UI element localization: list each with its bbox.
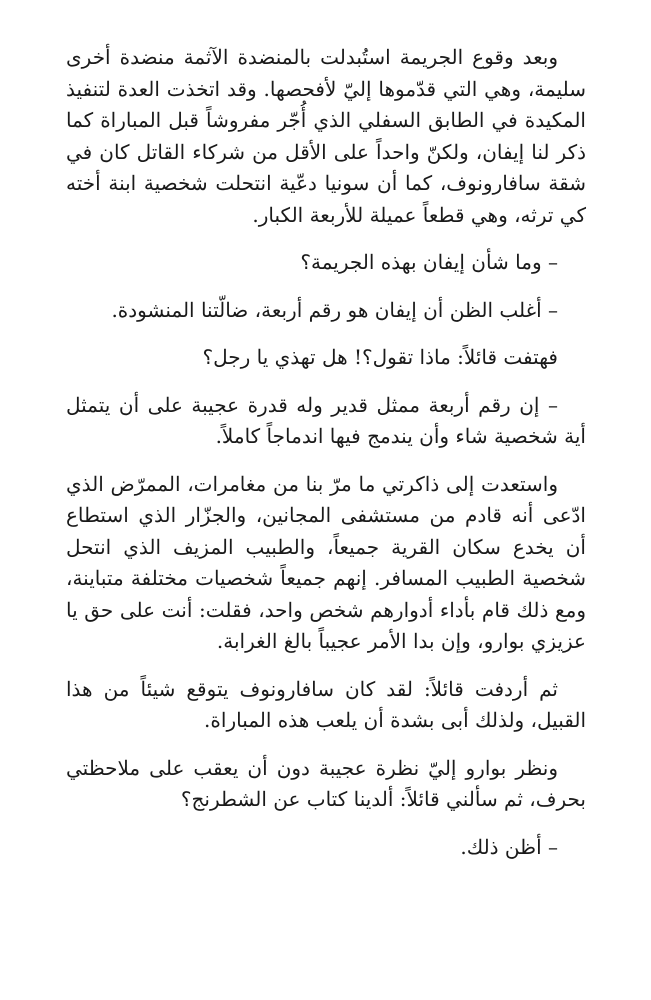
paragraph-gap bbox=[66, 231, 586, 247]
dialogue-ivan-question: – وما شأن إيفان بهذه الجريمة؟ bbox=[300, 250, 558, 274]
paragraph-gap bbox=[66, 326, 586, 342]
paragraph-memories: واستعدت إلى ذاكرتي ما مرّ بنا من مغامرات، الممرّض الذي ادّعى أنه قادم من مستشفى المجانين، والجزّار الذي استطاع أن يخدع سكان القرية جميعاً، والطبيب المزيف الذي انتحل شخصية الطبيب المسافر. إنهم جميعاً شخصيات مختلفة متباينة، ومع ذلك قام بأداء أدوارهم شخص واحد، فقلت: أنت على حق يا عزيزي بوارو، وإن بدا الأمر عجيباً بالغ الغرابة. bbox=[66, 471, 586, 653]
paragraph-gap bbox=[66, 658, 586, 674]
paragraph-savaronoff: ثم أردفت قائلاً: لقد كان سافارونوف يتوقع شيئاً من هذا القبيل، ولذلك أبى بشدة أن يلعب هذه المباراة. bbox=[66, 676, 586, 732]
dialogue-number-four: – أغلب الظن أن إيفان هو رقم أربعة، ضالّتنا المنشودة. bbox=[111, 297, 558, 322]
paragraph-gap bbox=[66, 816, 586, 832]
dialogue-answer: – أظن ذلك. bbox=[460, 834, 558, 859]
paragraph-gap bbox=[66, 737, 586, 753]
paragraph-gap bbox=[66, 453, 586, 469]
dialogue-actor: – إن رقم أربعة ممثل قدير وله قدرة عجيبة على أن يتمثل أية شخصية شاء وأن يندمج فيها اندماجاً كاملاً. bbox=[66, 392, 586, 448]
paragraph-gap bbox=[66, 279, 586, 295]
paragraph-chess-book: ونظر بوارو إليّ نظرة عجيبة دون أن يعقب على ملاحظتي بحرف، ثم سألني قائلاً: ألدينا كتاب عن الشطرنج؟ bbox=[66, 755, 586, 811]
paragraph-crime-setup: وبعد وقوع الجريمة استُبدلت بالمنضدة الآثمة منضدة أخرى سليمة، وهي التي قدّموها إليّ لأفحصها. وقد اتخذت العدة لتنفيذ المكيدة في الطابق السفلي الذي أُجّر مفروشاً قبل المباراة كما ذكر لنا إيفان، ولكنّ واحداً على الأقل من شركاء القاتل كان في شقة سافارونوف، كما أن سونيا دعّية انتحلت شخصية ابنة أخته كي ترثه، وهي قطعاً عميلة للأربعة الكبار. bbox=[66, 45, 587, 227]
book-page bbox=[66, 42, 586, 863]
paragraph-gap bbox=[66, 374, 586, 390]
paragraph-exclamation: فهتفت قائلاً: ماذا تقول؟! هل تهذي يا رجل؟ bbox=[202, 345, 558, 369]
